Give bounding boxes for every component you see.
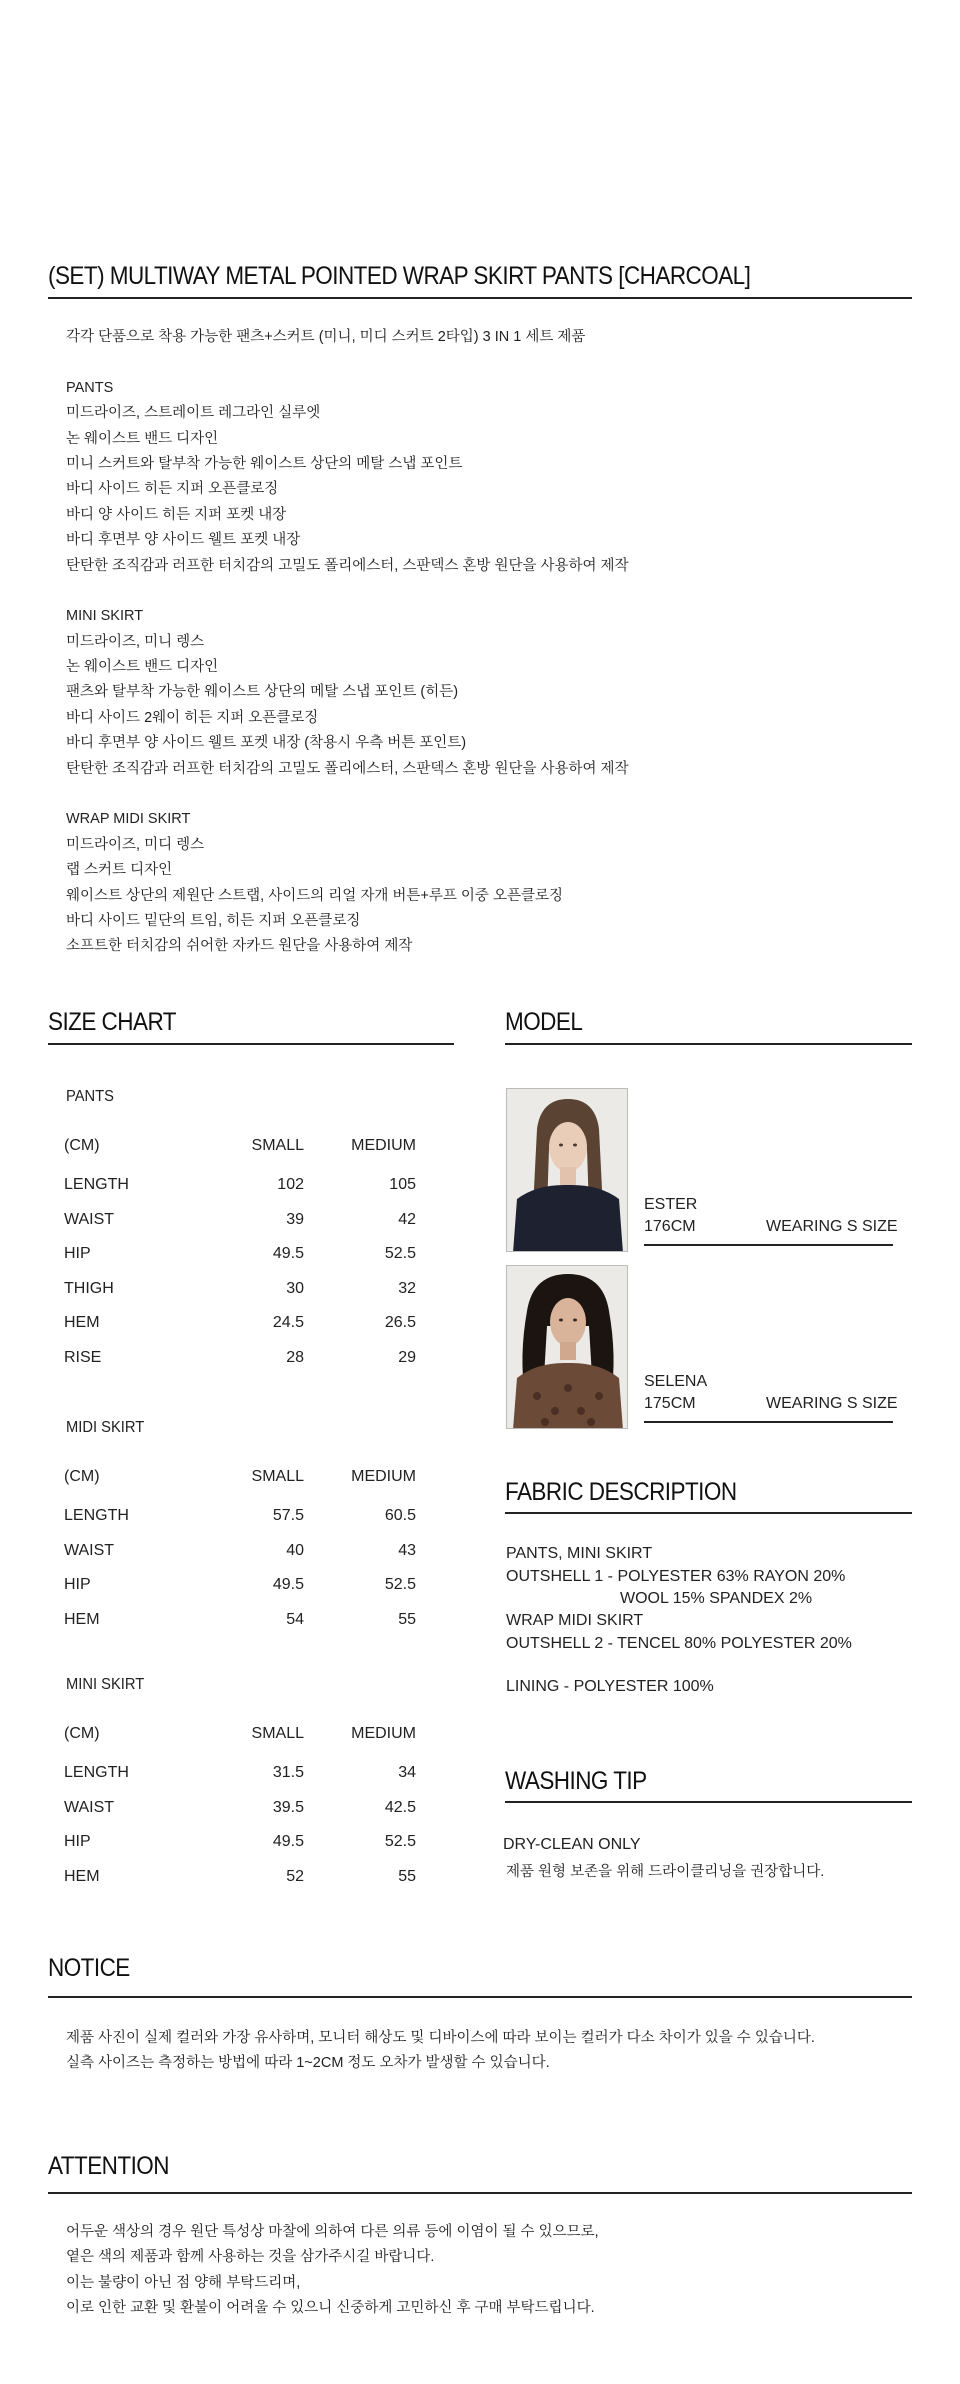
midi-table-label: MIDI SKIRT — [66, 1419, 145, 1436]
notice-line: 실측 사이즈는 측정하는 방법에 따라 1~2CM 정도 오차가 발생할 수 있습니다. — [66, 2055, 550, 2072]
small-value: 39.5 — [272, 1798, 304, 1816]
medium-value: 43 — [398, 1541, 416, 1559]
pants-heading: PANTS — [66, 379, 114, 396]
table-row — [64, 1568, 416, 1603]
small-value: 57.5 — [272, 1507, 304, 1525]
model-photo-selena — [506, 1265, 628, 1429]
medium-value: 105 — [389, 1176, 416, 1194]
wrap-skirt-line: 바디 사이드 밑단의 트임, 히든 지퍼 오픈클로징 — [66, 912, 361, 929]
small-value: 39 — [286, 1210, 304, 1228]
table-row — [64, 1756, 416, 1791]
small-value: 28 — [286, 1348, 304, 1366]
fabric-line: LINING - POLYESTER 100% — [506, 1678, 714, 1695]
model-title: MODEL — [505, 1008, 583, 1036]
medium-value: 26.5 — [384, 1314, 416, 1332]
fabric-line: PANTS, MINI SKIRT — [506, 1545, 653, 1562]
medium-value: 52.5 — [384, 1833, 416, 1851]
table-row — [64, 1237, 416, 1272]
fabric-title: FABRIC DESCRIPTION — [505, 1478, 737, 1506]
medium-value: 52.5 — [384, 1245, 416, 1263]
wrap-skirt-line: 미드라이즈, 미디 렝스 — [66, 836, 205, 853]
model-height-ester: 176CM — [644, 1218, 696, 1235]
fabric-line: WRAP MIDI SKIRT — [506, 1612, 644, 1629]
measure-label: HEM — [64, 1867, 100, 1885]
notice-divider — [48, 1996, 912, 1998]
table-row — [64, 1603, 416, 1638]
table-row — [64, 1860, 416, 1895]
pants-line: 바디 후면부 양 사이드 웰트 포켓 내장 — [66, 532, 301, 549]
pants-table-label: PANTS — [66, 1088, 114, 1105]
table-row — [64, 1272, 416, 1307]
model-divider — [505, 1043, 912, 1045]
notice-text — [66, 2026, 815, 2077]
table-header-row — [64, 1712, 416, 1756]
size-chart-title: SIZE CHART — [48, 1008, 176, 1036]
mini-skirt-line: 탄탄한 조직감과 러프한 터치감의 고밀도 폴리에스터, 스판덱스 혼방 원단을 사용하여 제작 — [66, 760, 629, 777]
small-value: 40 — [286, 1541, 304, 1559]
mini-table-label: MINI SKIRT — [66, 1676, 145, 1693]
attention-title: ATTENTION — [48, 2152, 169, 2180]
table-header-row — [64, 1124, 416, 1168]
measure-label: HIP — [64, 1576, 91, 1594]
attention-line: 이로 인한 교환 및 환불이 어려울 수 있으니 신중하게 고민하신 후 구매 부탁드립니다. — [66, 2300, 595, 2317]
model-wearing-selena: WEARING S SIZE — [766, 1395, 898, 1412]
midi-skirt-size-table — [64, 1455, 416, 1637]
small-value: 52 — [286, 1867, 304, 1885]
pants-line: 탄탄한 조직감과 러프한 터치감의 고밀도 폴리에스터, 스판덱스 혼방 원단을 사용하여 제작 — [66, 557, 629, 574]
measure-label: LENGTH — [64, 1764, 129, 1782]
product-title: (SET) MULTIWAY METAL POINTED WRAP SKIRT PANTS [CHARCOAL] — [48, 262, 751, 290]
model-wearing-ester: WEARING S SIZE — [766, 1218, 898, 1235]
washing-title: WASHING TIP — [505, 1767, 647, 1795]
table-row — [64, 1791, 416, 1826]
medium-value: 52.5 — [384, 1576, 416, 1594]
measure-label: LENGTH — [64, 1176, 129, 1194]
attention-line: 이는 불량이 아닌 점 양해 부탁드리며, — [66, 2274, 301, 2291]
measure-label: THIGH — [64, 1279, 114, 1297]
notice-line: 제품 사진이 실제 컬러와 가장 유사하며, 모니터 해상도 및 디바이스에 따라 보이는 컬러가 다소 차이가 있을 수 있습니다. — [66, 2030, 815, 2046]
mini-skirt-heading: MINI SKIRT — [66, 608, 144, 625]
small-value: 31.5 — [272, 1764, 304, 1782]
unit-header: (CM) — [64, 1137, 100, 1154]
product-description — [66, 325, 629, 960]
medium-value: 34 — [398, 1764, 416, 1782]
washing-line: DRY-CLEAN ONLY — [503, 1836, 641, 1853]
fabric-line: OUTSHELL 2 - TENCEL 80% POLYESTER 20% — [506, 1635, 852, 1652]
pants-line: 미니 스커트와 탈부착 가능한 웨이스트 상단의 메탈 스냅 포인트 — [66, 455, 463, 472]
mini-skirt-line: 팬츠와 탈부착 가능한 웨이스트 상단의 메탈 스냅 포인트 (히든) — [66, 684, 459, 701]
table-row — [64, 1306, 416, 1341]
mini-skirt-line: 논 웨이스트 밴드 디자인 — [66, 659, 219, 676]
mini-skirt-line: 바디 후면부 양 사이드 웰트 포켓 내장 (착용시 우측 버튼 포인트) — [66, 735, 467, 752]
mini-skirt-line: 미드라이즈, 미니 렝스 — [66, 633, 205, 650]
small-header: SMALL — [251, 1725, 304, 1742]
notice-title: NOTICE — [48, 1954, 130, 1982]
unit-header: (CM) — [64, 1468, 100, 1485]
pants-line: 바디 양 사이드 히든 지퍼 포켓 내장 — [66, 506, 287, 523]
mini-skirt-size-table — [64, 1712, 416, 1894]
washing-line: 제품 원형 보존을 위해 드라이클리닝을 권장합니다. — [506, 1864, 825, 1880]
small-value: 24.5 — [272, 1314, 304, 1332]
small-value: 54 — [286, 1610, 304, 1628]
small-value: 102 — [277, 1176, 304, 1194]
measure-label: HEM — [64, 1314, 100, 1332]
attention-line: 어두운 색상의 경우 원단 특성상 마찰에 의하여 다른 의류 등에 이염이 될 수 있으므로, — [66, 2224, 599, 2240]
pants-line: 논 웨이스트 밴드 디자인 — [66, 430, 219, 447]
table-row — [64, 1168, 416, 1203]
measure-label: WAIST — [64, 1798, 115, 1816]
pants-size-table — [64, 1124, 416, 1375]
medium-value: 60.5 — [384, 1507, 416, 1525]
table-row — [64, 1341, 416, 1376]
model-ester-image — [507, 1089, 628, 1252]
medium-value: 29 — [398, 1348, 416, 1366]
table-row — [64, 1534, 416, 1569]
measure-label: WAIST — [64, 1210, 115, 1228]
fabric-line: WOOL 15% SPANDEX 2% — [620, 1590, 813, 1607]
wrap-skirt-line: 웨이스트 상단의 제원단 스트랩, 사이드의 리얼 자개 버튼+루프 이중 오픈클로징 — [66, 887, 563, 904]
unit-header: (CM) — [64, 1725, 100, 1742]
small-value: 49.5 — [272, 1245, 304, 1263]
small-value: 49.5 — [272, 1833, 304, 1851]
attention-line: 옅은 색의 제품과 함께 사용하는 것을 삼가주시길 바랍니다. — [66, 2249, 435, 2266]
wrap-skirt-heading: WRAP MIDI SKIRT — [66, 811, 191, 828]
measure-label: HIP — [64, 1245, 91, 1263]
measure-label: RISE — [64, 1348, 102, 1366]
small-header: SMALL — [251, 1137, 304, 1154]
table-row — [64, 1203, 416, 1238]
model-name-ester: ESTER — [644, 1196, 698, 1213]
small-value: 49.5 — [272, 1576, 304, 1594]
mini-skirt-line: 바디 사이드 2웨이 히든 지퍼 오픈클로징 — [66, 709, 319, 726]
table-row — [64, 1499, 416, 1534]
small-header: SMALL — [251, 1468, 304, 1485]
fabric-line: OUTSHELL 1 - POLYESTER 63% RAYON 20% — [506, 1568, 846, 1585]
measure-label: HEM — [64, 1610, 100, 1628]
model-selena-image — [507, 1266, 628, 1429]
medium-value: 55 — [398, 1867, 416, 1885]
medium-value: 42 — [398, 1210, 416, 1228]
medium-value: 32 — [398, 1279, 416, 1297]
measure-label: HIP — [64, 1833, 91, 1851]
model-height-selena: 175CM — [644, 1395, 696, 1412]
medium-header: MEDIUM — [351, 1468, 416, 1485]
size-chart-divider — [48, 1043, 454, 1045]
attention-divider — [48, 2192, 912, 2194]
wrap-skirt-line: 소프트한 터치감의 쉬어한 자카드 원단을 사용하여 제작 — [66, 938, 413, 955]
medium-value: 55 — [398, 1610, 416, 1628]
title-divider — [48, 297, 912, 299]
fabric-divider — [505, 1512, 912, 1514]
model-photo-ester — [506, 1088, 628, 1252]
wrap-skirt-line: 랩 스커트 디자인 — [66, 862, 173, 879]
medium-header: MEDIUM — [351, 1725, 416, 1742]
model-name-selena: SELENA — [644, 1373, 708, 1390]
pants-line: 바디 사이드 히든 지퍼 오픈클로징 — [66, 481, 279, 498]
pants-line: 미드라이즈, 스트레이트 레그라인 실루엣 — [66, 405, 321, 422]
small-value: 30 — [286, 1279, 304, 1297]
medium-value: 42.5 — [384, 1798, 416, 1816]
measure-label: WAIST — [64, 1541, 115, 1559]
model-divider-ester — [644, 1244, 893, 1246]
model-divider-selena — [644, 1421, 893, 1423]
attention-text — [66, 2220, 599, 2322]
measure-label: LENGTH — [64, 1507, 129, 1525]
medium-header: MEDIUM — [351, 1137, 416, 1154]
washing-divider — [505, 1801, 912, 1803]
table-header-row — [64, 1455, 416, 1499]
intro-text: 각각 단품으로 착용 가능한 팬츠+스커트 (미니, 미디 스커트 2타입) 3 IN 1 세트 제품 — [66, 329, 586, 345]
table-row — [64, 1825, 416, 1860]
